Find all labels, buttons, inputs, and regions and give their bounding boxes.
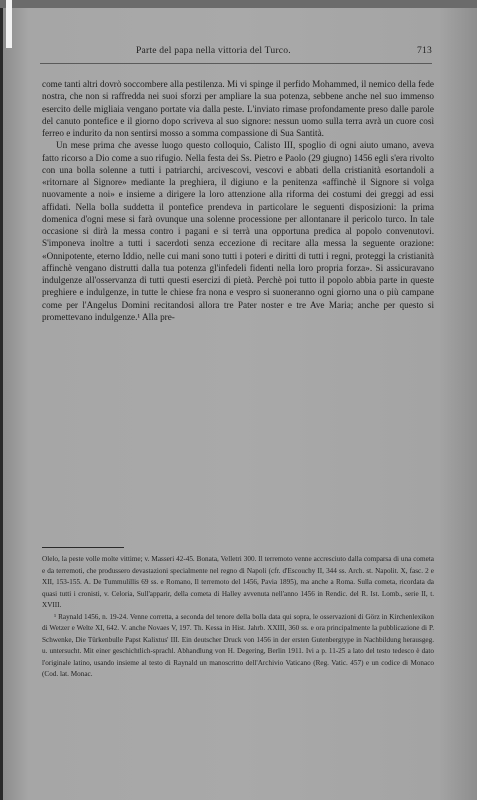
scan-top-edge (0, 0, 477, 8)
page-tab-marker (6, 0, 12, 48)
page-number: 713 (417, 45, 432, 56)
paragraph: come tanti altri dovrò soccombere alla pestilenza. Mi vi spinge il perfido Mohammed, il nemico della fede nostra, che non si raffredda nei suoi sforzi per ampliare la sua potenza, sebbene anche nel suo immenso esercito delle migliaia vengano portate via dalla peste. L'inviato rimase profondamente preso dalle parole del canuto pontefice e il giorno dopo scriveva al suo signore: nessun uomo sulla terra avrà un cuore così ferreo e indurito da non sentirsi mosso a somma compassione di Sua Santità. (42, 79, 434, 138)
footnote-rule (42, 547, 124, 548)
scan-edge (0, 0, 3, 800)
running-header (40, 45, 432, 59)
footnote: Olelo, la peste volle molte vittime; v. Masseri 42-45. Bonata, Velletri 300. Il terremoto venne accresciuto dalla comparsa di una cometa e da terremoti, che produssero devastazioni specialmente nel regno di Napoli (cfr. d'Escouchy II, 344 ss. Arch. st. Napolit. X, fasc. 2 e XII, 153-155. A. De Tummulillis 69 ss. e Romano, Il terremoto del 1456, Pavia 1895), ma anche a Roma. Sulla cometa, ricordata da quasi tutti i cronisti, v. Celoria, Sull'apparir, della cometa di Halley avvenuta nell'anno 1456 in Rendic. del R. Ist. Lomb., serie II, t. XVIII. (42, 555, 434, 609)
main-text (42, 78, 434, 323)
running-title: Parte del papa nella vittoria del Turco. (136, 45, 291, 56)
header-rule (40, 63, 432, 64)
footnote: ¹ Raynald 1456, n. 19-24. Venne corretta, a seconda del tenore della bolla data qui sopra, le osservazioni di Görz in Kirchenlexikon di Wetzer e Welte XI, 642. V. anche Novaes V, 197. Th. Kessa in Hist. Jahrb. XXIII, 360 ss. e ora principalmente la pubblicazione di P. Schwenke, Die Türkenbulle Papst Kalixtus' III. Ein deutscher Druck von 1456 in der ersten Gutenbergtype in Nachbildung herausgeg. u. untersucht. Mit einer geschichtlich-sprachl. Abhandlung von H. Degering, Berlin 1911. Ivi a p. 11-25 a lato del testo tedesco è dato l'originale latino, usando insieme al testo di Raynald un manoscritto dell'Archivio Vaticano (Reg. Vatic. 457) e un codice di Monaco (Cod. lat. Monac. (42, 612, 434, 678)
footnotes (42, 554, 434, 681)
paragraph: Un mese prima che avesse luogo questo colloquio, Calisto III, spoglio di ogni aiuto umano, aveva fatto ricorso a Dio come a suo rifugio. Nella festa dei Ss. Pietro e Paolo (29 giugno) 1456 egli s'era rivolto con una bolla solenne a tutti i patriarchi, arcivescovi, vescovi e abbati della cristianità esortandoli a «ritornare al Signore» mediante la preghiera, il digiuno e la penitenza «affinchè il Signore si volga nuovamente a noi» e insieme a dirigere la loro attenzione alla riforma dei costumi dei greggi ad essi affidati. Nella bolla suddetta il pontefice prendeva in particolare le seguenti disposizioni: la prima domenica d'ogni mese si farà ovunque una solenne processione per allontanare il pericolo turco. In tale occasione si dirà la messa contro i pagani e si terrà una opportuna predica al popolo convenutovi. S'imponeva inoltre a tutti i sacerdoti senza eccezione di recitare alla messa la seguente orazione: «Onnipotente, eterno Iddio, nelle cui mani sono tutti i poteri e diritti di tutti i regni, proteggi la cristianità affinchè vengano distrutti dalla tua potenza gl'infedeli fidenti nella loro propria forza». Si assicuravano indulgenze all'osservanza di tutti questi esercizi di pietà. Perchè poi tutto il popolo abbia parte in queste preghiere e indulgenze, in tutte le chiese fra nona e vespro si suoneranno ogni giorno una o più campane come per l'Angelus Domini recitandosi allora tre Pater noster e tre Ave Maria; anche per questo si promettevano indulgenze.¹ Alla pre- (42, 140, 434, 322)
